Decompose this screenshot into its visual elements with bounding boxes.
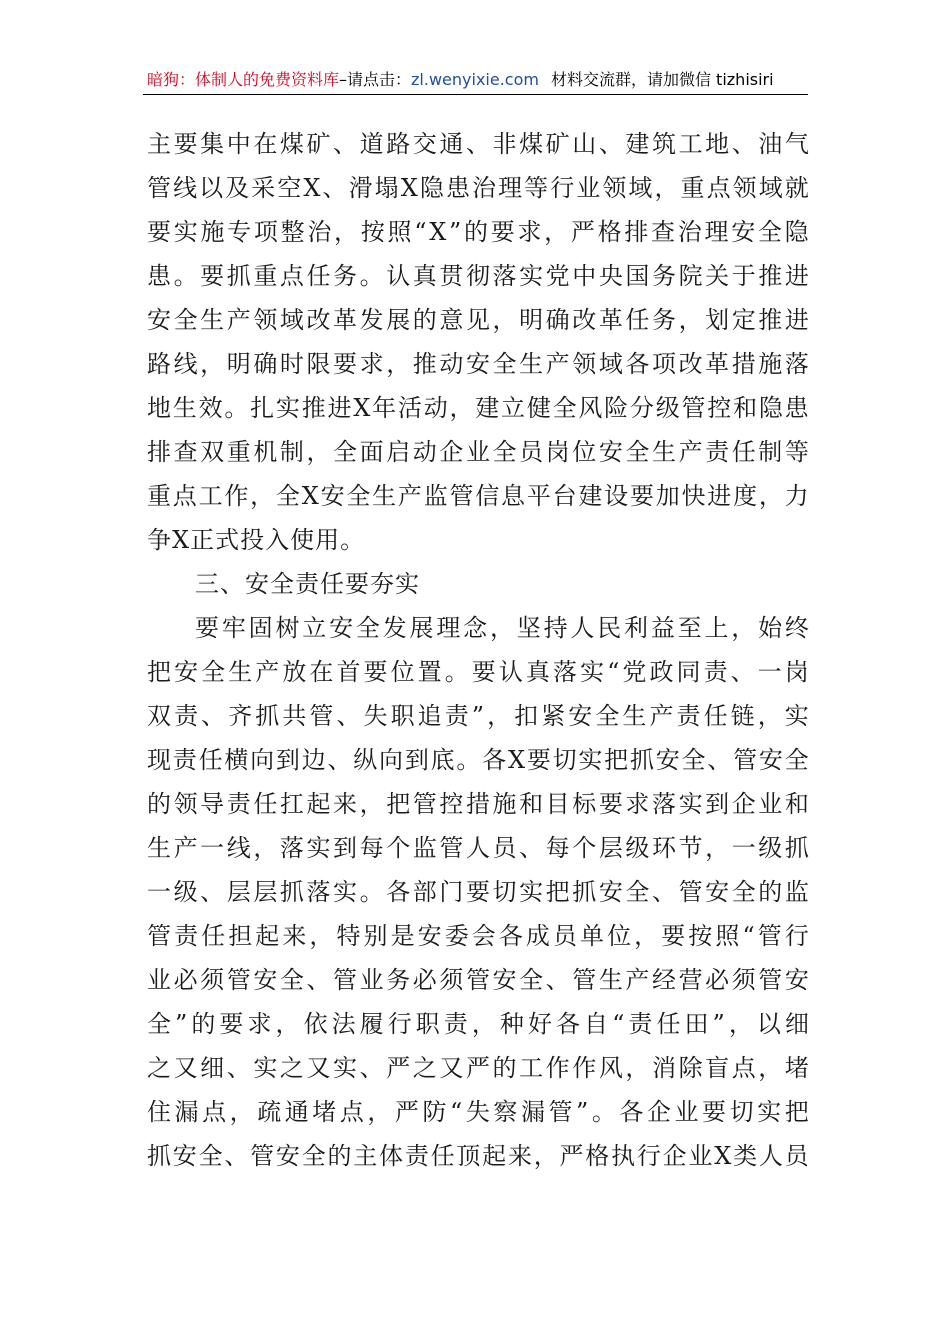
text-line: 生 产 一 线 ， 落 实 到 每 个 监 管 人 员 、 每 个 层 级 环 节 ， 一 级 抓 [147, 834, 809, 862]
site-name: 暗狗：体制人的免费资料库 [147, 70, 340, 89]
click-prompt: –请点击： [339, 70, 412, 89]
text-line: 要 实 施 专 项 整 治 ， 按 照 “ X ” 的 要 求 ， 严 格 排 查 治 理 安 全 隐 [147, 218, 809, 246]
page-header [147, 68, 807, 92]
header-divider [143, 94, 808, 95]
text-line: 安 全 生 产 领 域 改 革 发 展 的 意 见 ， 明 确 改 革 任 务 ， 划 定 推 进 [147, 306, 809, 334]
wechat-contact: 材料交流群，请加微信 tizhisiri [550, 70, 774, 89]
text-line: 主 要 集 中 在 煤 矿 、 道 路 交 通 、 非 煤 矿 山 、 建 筑 工 地 、 油 气 [147, 130, 809, 158]
text-line: 住 漏 点 ， 疏 通 堵 点 ， 严 防 “ 失 察 漏 管 ” 。 各 企 业 要 切 实 把 [147, 1098, 809, 1126]
text-line: 患 。 要 抓 重 点 任 务 。 认 真 贯 彻 落 实 党 中 央 国 务 院 关 于 推 进 [147, 262, 809, 290]
text-line: 要 牢 固 树 立 安 全 发 展 理 念 ， 坚 持 人 民 利 益 至 上 ， 始 终 [195, 614, 809, 642]
text-line: 路 线 ， 明 确 时 限 要 求 ， 推 动 安 全 生 产 领 域 各 项 改 革 措 施 落 [147, 350, 809, 378]
text-line: 双 责 、 齐 抓 共 管 、 失 职 追 责 ” ， 扣 紧 安 全 生 产 责 任 链 ， 实 [147, 702, 809, 730]
document-body [147, 122, 809, 1178]
section-heading: 三、安全责任要夯实 [195, 570, 420, 598]
text-line: 管 责 任 担 起 来 ， 特 别 是 安 委 会 各 成 员 单 位 ， 要 按 照 “ 管 行 [147, 922, 809, 950]
text-line: 抓 安 全 、 管 安 全 的 主 体 责 任 顶 起 来 ， 严 格 执 行 企 业 X 类 人 员 [147, 1142, 809, 1170]
text-line: 现 责 任 横 向 到 边 、 纵 向 到 底 。 各 X 要 切 实 把 抓 安 全 、 管 安 全 [147, 746, 809, 774]
text-line: 全 ” 的 要 求 ， 依 法 履 行 职 责 ， 种 好 各 自 “ 责 任 田 ” ， 以 细 [147, 1010, 809, 1038]
text-line: 重 点 工 作 ， 全 X 安 全 生 产 监 管 信 息 平 台 建 设 要 加 快 进 度 ， 力 [147, 482, 809, 510]
text-line: 管 线 以 及 采 空 X 、 滑 塌 X 隐 患 治 理 等 行 业 领 域 ， 重 点 领 域 就 [147, 174, 809, 202]
text-line: 业 必 须 管 安 全 、 管 业 务 必 须 管 安 全 、 管 生 产 经 营 必 须 管 安 [147, 966, 809, 994]
text-line: 争X正式投入使用。 [147, 526, 366, 554]
text-line: 把 安 全 生 产 放 在 首 要 位 置 。 要 认 真 落 实 “ 党 政 同 责 、 一 岗 [147, 658, 809, 686]
text-line: 之 又 细 、 实 之 又 实 、 严 之 又 严 的 工 作 作 风 ， 消 除 盲 点 ， 堵 [147, 1054, 809, 1082]
site-url-link[interactable]: zl.wenyixie.com [411, 70, 539, 89]
text-line: 一 级 、 层 层 抓 落 实 。 各 部 门 要 切 实 把 抓 安 全 、 管 安 全 的 监 [147, 878, 809, 906]
text-line: 的 领 导 责 任 扛 起 来 ， 把 管 控 措 施 和 目 标 要 求 落 实 到 企 业 和 [147, 790, 809, 818]
text-line: 地 生 效 。 扎 实 推 进 X 年 活 动 ， 建 立 健 全 风 险 分 级 管 控 和 隐 患 [147, 394, 809, 422]
text-line: 排 查 双 重 机 制 ， 全 面 启 动 企 业 全 员 岗 位 安 全 生 产 责 任 制 等 [147, 438, 809, 466]
